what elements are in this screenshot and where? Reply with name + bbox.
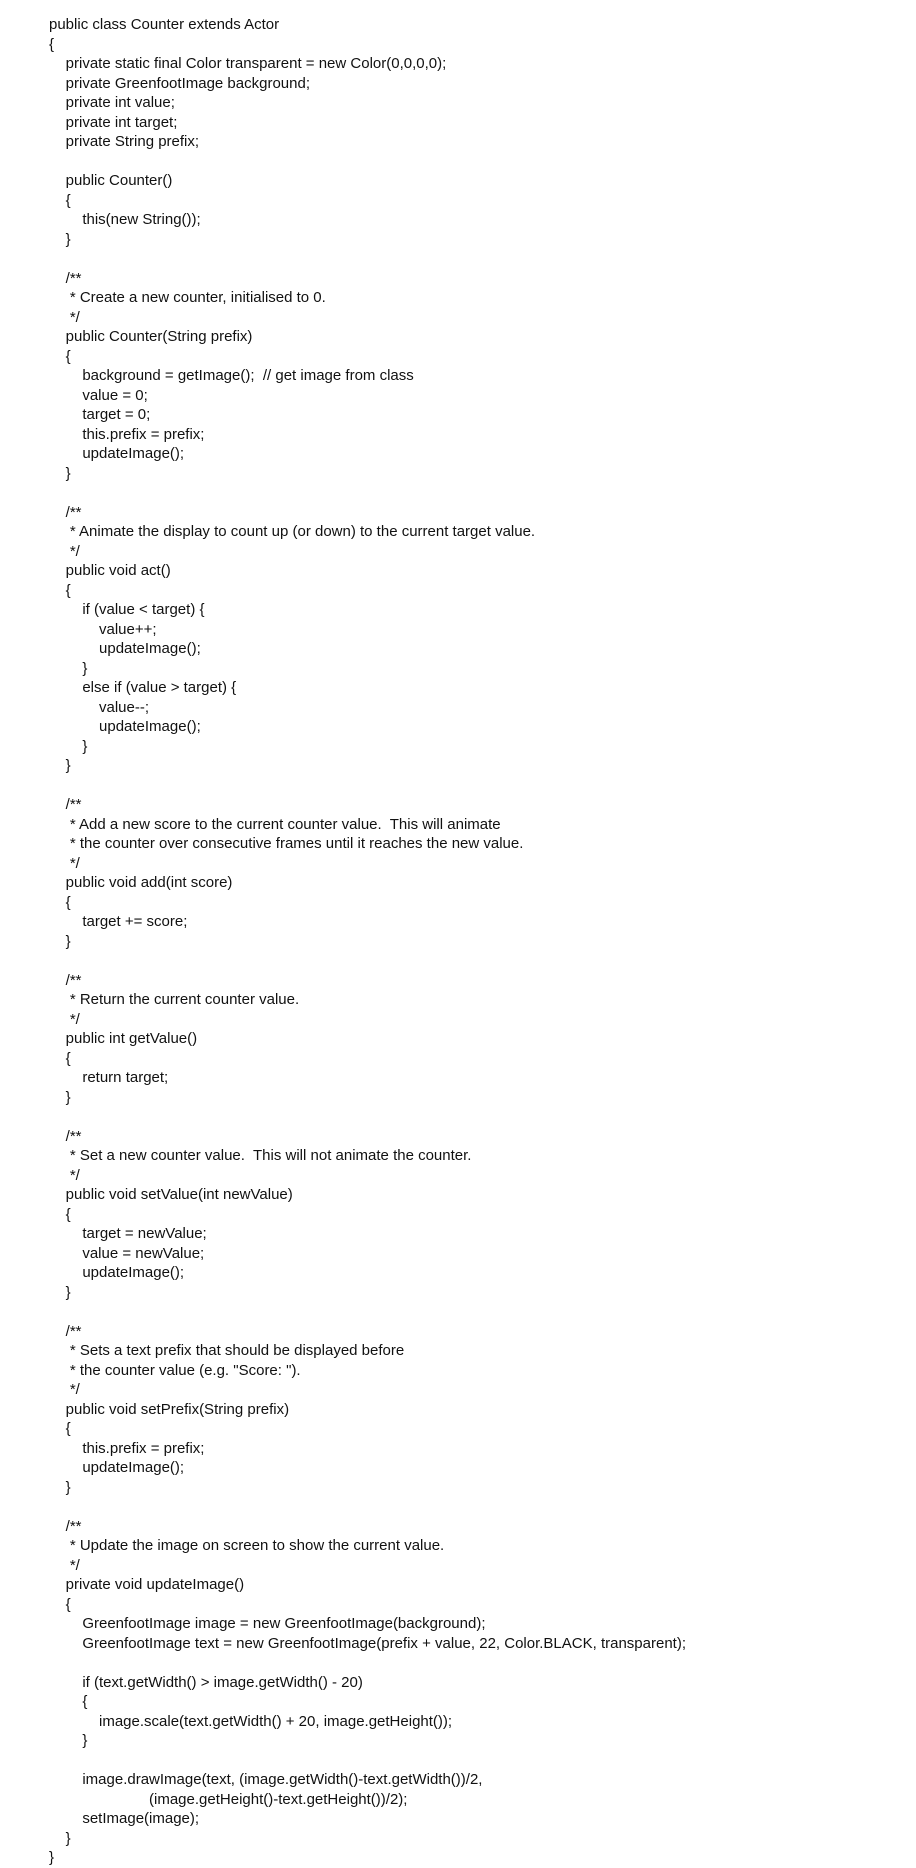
code-line: updateImage(); xyxy=(49,1264,185,1281)
code-line: */ xyxy=(49,1166,80,1184)
code-line: updateImage(); xyxy=(49,718,201,735)
code-line: private int value; xyxy=(49,94,175,111)
code-line: * the counter value (e.g. "Score: "). xyxy=(49,1361,301,1379)
code-line: updateImage(); xyxy=(49,640,201,657)
code-line: /** xyxy=(49,971,82,989)
code-line: public void act() xyxy=(49,562,171,579)
code-line: private GreenfootImage background; xyxy=(49,74,310,92)
code-line xyxy=(49,1302,916,1322)
code-line: /** xyxy=(49,1127,82,1145)
code-line: public void add(int score) xyxy=(49,874,233,891)
code-line xyxy=(49,1751,916,1771)
code-line: { xyxy=(49,1049,71,1067)
code-line: { xyxy=(49,1693,88,1710)
code-line: /** xyxy=(49,269,82,287)
code-line: } xyxy=(49,659,88,677)
code-line: value--; xyxy=(49,698,150,716)
code-line: { xyxy=(49,581,71,599)
code-line: background = getImage(); // get image from class xyxy=(49,367,414,384)
code-line: * Update the image on screen to show the current value. xyxy=(49,1537,445,1554)
code-line: return target; xyxy=(49,1069,169,1086)
code-line: { xyxy=(49,1420,71,1437)
code-line: target += score; xyxy=(49,913,188,930)
code-line: public Counter(String prefix) xyxy=(49,328,253,345)
code-line: { xyxy=(49,1595,71,1613)
code-line xyxy=(49,1497,916,1517)
code-line: this.prefix = prefix; xyxy=(49,425,205,443)
code-line xyxy=(49,152,916,172)
code-line: } xyxy=(49,1829,71,1847)
code-line: updateImage(); xyxy=(49,445,185,462)
code-line: */ xyxy=(49,308,80,326)
code-line: { xyxy=(49,893,71,911)
code-line: private String prefix; xyxy=(49,133,200,150)
code-line: setImage(image); xyxy=(49,1810,200,1827)
code-line: } xyxy=(49,1283,71,1301)
code-line: value = 0; xyxy=(49,386,148,404)
code-line: * Sets a text prefix that should be displayed before xyxy=(49,1342,405,1359)
code-line: /** xyxy=(49,503,82,521)
code-line: public void setValue(int newValue) xyxy=(49,1186,293,1203)
code-line: { xyxy=(49,1205,71,1223)
code-line: private void updateImage() xyxy=(49,1576,245,1593)
code-line: else if (value > target) { xyxy=(49,679,237,696)
code-line: * Animate the display to count up (or down) to the current target value. xyxy=(49,523,536,540)
code-line: } xyxy=(49,230,71,248)
code-line: } xyxy=(49,1849,55,1866)
code-line: } xyxy=(49,757,71,774)
code-line: target = newValue; xyxy=(49,1225,207,1242)
code-line: */ xyxy=(49,854,80,872)
code-line: public void setPrefix(String prefix) xyxy=(49,1400,290,1418)
code-line: */ xyxy=(49,1381,80,1398)
code-line: * Add a new score to the current counter value. This will animate xyxy=(49,815,501,833)
code-line xyxy=(49,776,916,796)
code-line: * Return the current counter value. xyxy=(49,991,300,1008)
code-line: */ xyxy=(49,542,80,560)
code-line: { xyxy=(49,191,71,209)
code-line: { xyxy=(49,35,55,53)
code-line: */ xyxy=(49,1556,80,1574)
code-line: private int target; xyxy=(49,113,178,131)
code-line xyxy=(49,951,916,971)
code-line: } xyxy=(49,737,88,755)
code-line xyxy=(49,1653,916,1673)
code-line: } xyxy=(49,1088,71,1106)
code-line: /** xyxy=(49,1517,82,1535)
code-line: /** xyxy=(49,1322,82,1340)
code-line: public Counter() xyxy=(49,172,173,189)
code-line: GreenfootImage image = new GreenfootImage(background); xyxy=(49,1615,486,1632)
code-line: * Set a new counter value. This will not animate the counter. xyxy=(49,1147,472,1164)
code-line: } xyxy=(49,1478,71,1496)
code-line xyxy=(49,1107,916,1127)
code-line: * the counter over consecutive frames until it reaches the new value. xyxy=(49,835,524,852)
code-line: (image.getHeight()-text.getHeight())/2); xyxy=(49,1790,408,1808)
code-line: target = 0; xyxy=(49,406,151,423)
code-line: image.scale(text.getWidth() + 20, image.getHeight()); xyxy=(49,1712,453,1730)
code-line: if (value < target) { xyxy=(49,601,205,618)
code-line: updateImage(); xyxy=(49,1459,185,1476)
code-line: GreenfootImage text = new GreenfootImage(prefix + value, 22, Color.BLACK, transparent); xyxy=(49,1634,686,1652)
code-line: * Create a new counter, initialised to 0. xyxy=(49,289,326,306)
code-line xyxy=(49,249,916,269)
code-line: this(new String()); xyxy=(49,211,201,228)
code-line: public class Counter extends Actor xyxy=(49,16,280,33)
code-line: } xyxy=(49,1732,88,1749)
code-line: */ xyxy=(49,1010,80,1028)
code-line: this.prefix = prefix; xyxy=(49,1439,205,1457)
code-line: } xyxy=(49,464,71,482)
code-line: value++; xyxy=(49,620,157,638)
code-line: if (text.getWidth() > image.getWidth() - 20) xyxy=(49,1673,363,1691)
code-line: public int getValue() xyxy=(49,1030,198,1047)
code-line: private static final Color transparent = new Color(0,0,0,0); xyxy=(49,55,447,72)
code-line: /** xyxy=(49,796,82,813)
code-line: { xyxy=(49,347,71,365)
code-line xyxy=(49,483,916,503)
code-line: } xyxy=(49,932,71,950)
code-line: image.drawImage(text, (image.getWidth()-text.getWidth())/2, xyxy=(49,1771,483,1788)
code-line: value = newValue; xyxy=(49,1244,205,1262)
